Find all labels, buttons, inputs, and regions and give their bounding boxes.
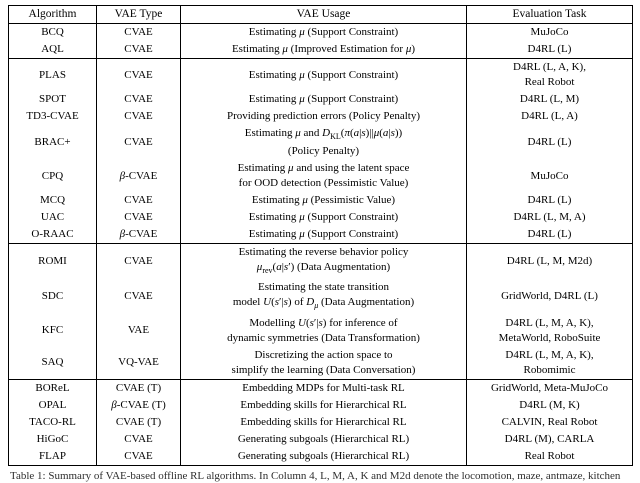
vae-type-cell: VQ-VAE	[97, 347, 181, 380]
vae-type-cell: CVAE	[97, 24, 181, 42]
vae-type-cell: β-CVAE	[97, 160, 181, 192]
evaluation-task-cell: D4RL (L, M, M2d)	[467, 244, 633, 280]
vae-usage-cell: Estimating the state transition model U(s′|s) of $D_\mu$ (Data Augmentation)	[181, 279, 467, 314]
algorithm-cell: O-RAAC	[9, 226, 97, 244]
algorithm-cell: OPAL	[9, 397, 97, 414]
evaluation-task-cell: D4RL (L)	[467, 41, 633, 59]
table-row	[9, 347, 633, 380]
table-row	[9, 108, 633, 125]
evaluation-task-cell: D4RL (L, A)	[467, 108, 633, 125]
vae-usage-cell: Estimating μ and $D_{KL}(\pi(a|s)||\mu(a|s))$ (Policy Penalty)	[181, 125, 467, 160]
vae-type-cell: β-CVAE	[97, 226, 181, 244]
table-caption: Table 1: Summary of VAE-based offline RL algorithms. In Column 4, L, M, A, K and M2d denote the locomotion, maze, antmaze, kitchen	[10, 469, 621, 482]
table-row	[9, 431, 633, 448]
vae-type-cell: CVAE	[97, 448, 181, 466]
column-header-vae-usage: VAE Usage	[181, 6, 467, 24]
vae-type-cell: CVAE	[97, 431, 181, 448]
vae-type-cell: CVAE	[97, 125, 181, 160]
table-row	[9, 125, 633, 160]
vae-type-cell: CVAE	[97, 244, 181, 280]
algorithm-cell: TACO-RL	[9, 414, 97, 431]
table-header	[9, 6, 633, 24]
vae-usage-cell: Generating subgoals (Hierarchical RL)	[181, 448, 467, 466]
vae-usage-cell: Estimating μ and using the latent space for OOD detection (Pessimistic Value)	[181, 160, 467, 192]
evaluation-task-cell: GridWorld, D4RL (L)	[467, 279, 633, 314]
header-row	[9, 6, 633, 24]
vae-usage-cell: Embedding skills for Hierarchical RL	[181, 397, 467, 414]
vae-usage-cell: Discretizing the action space to simplify the learning (Data Conversation)	[181, 347, 467, 380]
algorithm-cell: TD3-CVAE	[9, 108, 97, 125]
evaluation-task-cell: D4RL (L)	[467, 125, 633, 160]
vae-usage-cell: Embedding skills for Hierarchical RL	[181, 414, 467, 431]
vae-type-cell: CVAE	[97, 279, 181, 314]
table-row	[9, 160, 633, 192]
algorithm-cell: SAQ	[9, 347, 97, 380]
algorithm-cell: SPOT	[9, 91, 97, 108]
evaluation-task-cell: D4RL (M), CARLA	[467, 431, 633, 448]
paper-page	[0, 5, 640, 482]
table-row	[9, 448, 633, 466]
column-header-vae-type: VAE Type	[97, 6, 181, 24]
algorithm-cell: FLAP	[9, 448, 97, 466]
vae-usage-cell: Estimating μ (Pessimistic Value)	[181, 192, 467, 209]
column-header-algorithm: Algorithm	[9, 6, 97, 24]
vae-usage-cell: Modelling U(s′|s) for inference of dynamic symmetries (Data Transformation)	[181, 315, 467, 347]
algorithm-cell: KFC	[9, 315, 97, 347]
evaluation-task-cell: GridWorld, Meta-MuJoCo	[467, 379, 633, 397]
table-row	[9, 279, 633, 314]
algorithm-cell: HiGoC	[9, 431, 97, 448]
vae-type-cell: VAE	[97, 315, 181, 347]
table-row	[9, 315, 633, 347]
vae-type-cell: CVAE	[97, 192, 181, 209]
vae-type-cell: CVAE	[97, 91, 181, 108]
algorithm-cell: MCQ	[9, 192, 97, 209]
table-row	[9, 226, 633, 244]
evaluation-task-cell: D4RL (L, M, A, K), MetaWorld, RoboSuite	[467, 315, 633, 347]
evaluation-task-cell: MuJoCo	[467, 24, 633, 42]
vae-usage-cell: Estimating μ (Support Constraint)	[181, 24, 467, 42]
evaluation-task-cell: CALVIN, Real Robot	[467, 414, 633, 431]
algorithm-cell: BCQ	[9, 24, 97, 42]
algorithm-cell: ROMI	[9, 244, 97, 280]
vae-usage-cell: Estimating the reverse behavior policy $\mu_{rev}(a|s')$ (Data Augmentation)	[181, 244, 467, 280]
vae-usage-cell: Providing prediction errors (Policy Penalty)	[181, 108, 467, 125]
algorithm-cell: AQL	[9, 41, 97, 59]
table-row	[9, 397, 633, 414]
algorithm-cell: UAC	[9, 209, 97, 226]
vae-usage-cell: Estimating μ (Support Constraint)	[181, 91, 467, 108]
evaluation-task-cell: D4RL (L)	[467, 192, 633, 209]
table-row	[9, 59, 633, 92]
evaluation-task-cell: D4RL (L, M, A)	[467, 209, 633, 226]
vae-type-cell: β-CVAE (T)	[97, 397, 181, 414]
vae-usage-cell: Generating subgoals (Hierarchical RL)	[181, 431, 467, 448]
vae-type-cell: CVAE (T)	[97, 414, 181, 431]
vae-usage-cell: Embedding MDPs for Multi-task RL	[181, 379, 467, 397]
table-row	[9, 192, 633, 209]
algorithm-cell: CPQ	[9, 160, 97, 192]
table-row	[9, 414, 633, 431]
vae-usage-cell: Estimating μ (Support Constraint)	[181, 226, 467, 244]
evaluation-task-cell: D4RL (L, M)	[467, 91, 633, 108]
vae-usage-cell: Estimating μ (Support Constraint)	[181, 209, 467, 226]
vae-type-cell: CVAE	[97, 41, 181, 59]
algorithm-cell: BRAC+	[9, 125, 97, 160]
vae-type-cell: CVAE	[97, 108, 181, 125]
table-row	[9, 244, 633, 280]
evaluation-task-cell: MuJoCo	[467, 160, 633, 192]
table-row	[9, 209, 633, 226]
algorithm-cell: PLAS	[9, 59, 97, 92]
vae-summary-table	[8, 5, 633, 466]
column-header-evaluation-task: Evaluation Task	[467, 6, 633, 24]
algorithm-cell: BOReL	[9, 379, 97, 397]
vae-type-cell: CVAE	[97, 209, 181, 226]
evaluation-task-cell: D4RL (L)	[467, 226, 633, 244]
evaluation-task-cell: D4RL (L, M, A, K), Robomimic	[467, 347, 633, 380]
vae-usage-cell: Estimating μ (Improved Estimation for μ)	[181, 41, 467, 59]
table-row	[9, 24, 633, 42]
vae-usage-cell: Estimating μ (Support Constraint)	[181, 59, 467, 92]
evaluation-task-cell: Real Robot	[467, 448, 633, 466]
table-body	[9, 24, 633, 466]
table-row	[9, 41, 633, 59]
evaluation-task-cell: D4RL (L, A, K), Real Robot	[467, 59, 633, 92]
vae-type-cell: CVAE	[97, 59, 181, 92]
evaluation-task-cell: D4RL (M, K)	[467, 397, 633, 414]
algorithm-cell: SDC	[9, 279, 97, 314]
table-row	[9, 379, 633, 397]
table-row	[9, 91, 633, 108]
vae-type-cell: CVAE (T)	[97, 379, 181, 397]
